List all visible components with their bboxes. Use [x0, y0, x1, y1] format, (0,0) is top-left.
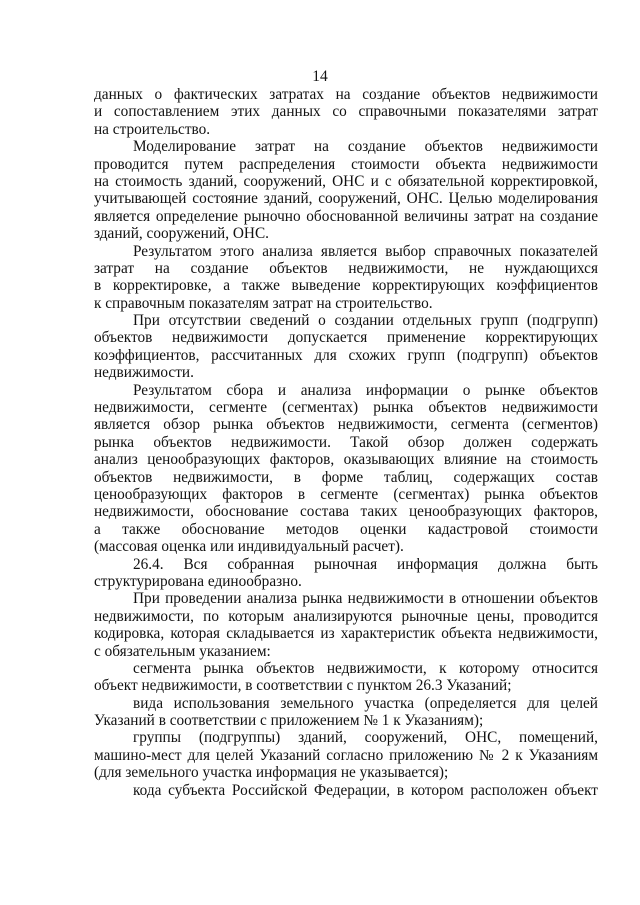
- text-line: Результатом сбора и анализа информации о рынке объектов: [133, 381, 598, 399]
- text-line: объектов недвижимости допускается применение корректирующих: [94, 329, 598, 347]
- text-line: на стоимость зданий, сооружений, ОНС и с обязательной корректировкой,: [94, 172, 598, 190]
- text-line: анализ ценообразующих факторов, оказывающих влияние на стоимость: [94, 451, 598, 469]
- text-line: с обязательным указанием:: [94, 642, 271, 660]
- text-line: учитывающей состояние зданий, сооружений, ОНС. Целью моделирования: [94, 190, 598, 208]
- text-line: ценообразующих факторов в сегменте (сегментах) рынка объектов: [94, 485, 598, 503]
- text-line: 26.4. Вся собранная рыночная информация должна быть: [133, 555, 598, 573]
- text-line: в корректировке, а также выведение корректирующих коэффициентов: [94, 277, 598, 295]
- page-number: 14: [312, 68, 328, 85]
- text-line: объектов недвижимости, в форме таблиц, содержащих состав: [94, 468, 598, 486]
- text-line: машино-мест для целей Указаний согласно приложению № 2 к Указаниям: [94, 746, 598, 764]
- text-line: зданий, сооружений, ОНС.: [94, 225, 270, 243]
- text-line: коэффициентов, рассчитанных для схожих групп (подгрупп) объектов: [94, 346, 598, 364]
- text-line: является определение рыночно обоснованной величины затрат на создание: [94, 207, 598, 225]
- text-line: Результатом этого анализа является выбор справочных показателей: [133, 242, 598, 260]
- text-line: сегмента рынка объектов недвижимости, к которому относится: [133, 659, 598, 677]
- text-line: Указаний в соответствии с приложением № 1 к Указаниям);: [94, 712, 484, 730]
- text-line: недвижимости, по которым анализируются рыночные цены, проводится: [94, 607, 598, 625]
- text-line: группы (подгруппы) зданий, сооружений, ОНС, помещений,: [133, 729, 598, 747]
- text-line: кодировка, которая складывается из характеристик объекта недвижимости,: [94, 625, 598, 643]
- text-line: проводится путем распределения стоимости объекта недвижимости: [94, 155, 598, 173]
- text-line: Моделирование затрат на создание объектов недвижимости: [133, 138, 598, 156]
- text-line: (для земельного участка информация не указывается);: [94, 764, 449, 782]
- text-line: затрат на создание объектов недвижимости, не нуждающихся: [94, 259, 598, 277]
- text-line: (массовая оценка или индивидуальный расчет).: [94, 538, 404, 556]
- text-line: рынка объектов недвижимости. Такой обзор должен содержать: [94, 433, 598, 451]
- text-line: и сопоставлением этих данных со справочными показателями затрат: [94, 103, 598, 121]
- text-line: недвижимости, сегменте (сегментах) рынка объектов недвижимости: [94, 399, 598, 417]
- text-line: вида использования земельного участка (определяется для целей: [133, 694, 598, 712]
- document-body: [94, 86, 598, 799]
- text-line: недвижимости.: [94, 364, 194, 382]
- text-line: объект недвижимости, в соответствии с пунктом 26.3 Указаний;: [94, 677, 512, 695]
- text-line: является обзор рынка объектов недвижимости, сегмента (сегментов): [94, 416, 598, 434]
- text-line: данных о фактических затратах на создание объектов недвижимости: [94, 86, 598, 103]
- text-line: а также обоснование методов оценки кадастровой стоимости: [94, 520, 598, 538]
- text-line: к справочным показателям затрат на строительство.: [94, 294, 433, 312]
- text-line: кода субъекта Российской Федерации, в котором расположен объект: [133, 781, 598, 799]
- text-line: При проведении анализа рынка недвижимости в отношении объектов: [133, 590, 598, 608]
- text-line: При отсутствии сведений о создании отдельных групп (подгрупп): [133, 312, 598, 330]
- text-line: на строительство.: [94, 120, 211, 138]
- text-line: недвижимости, обоснование состава таких ценообразующих факторов,: [94, 503, 598, 521]
- text-line: структурирована единообразно.: [94, 572, 302, 590]
